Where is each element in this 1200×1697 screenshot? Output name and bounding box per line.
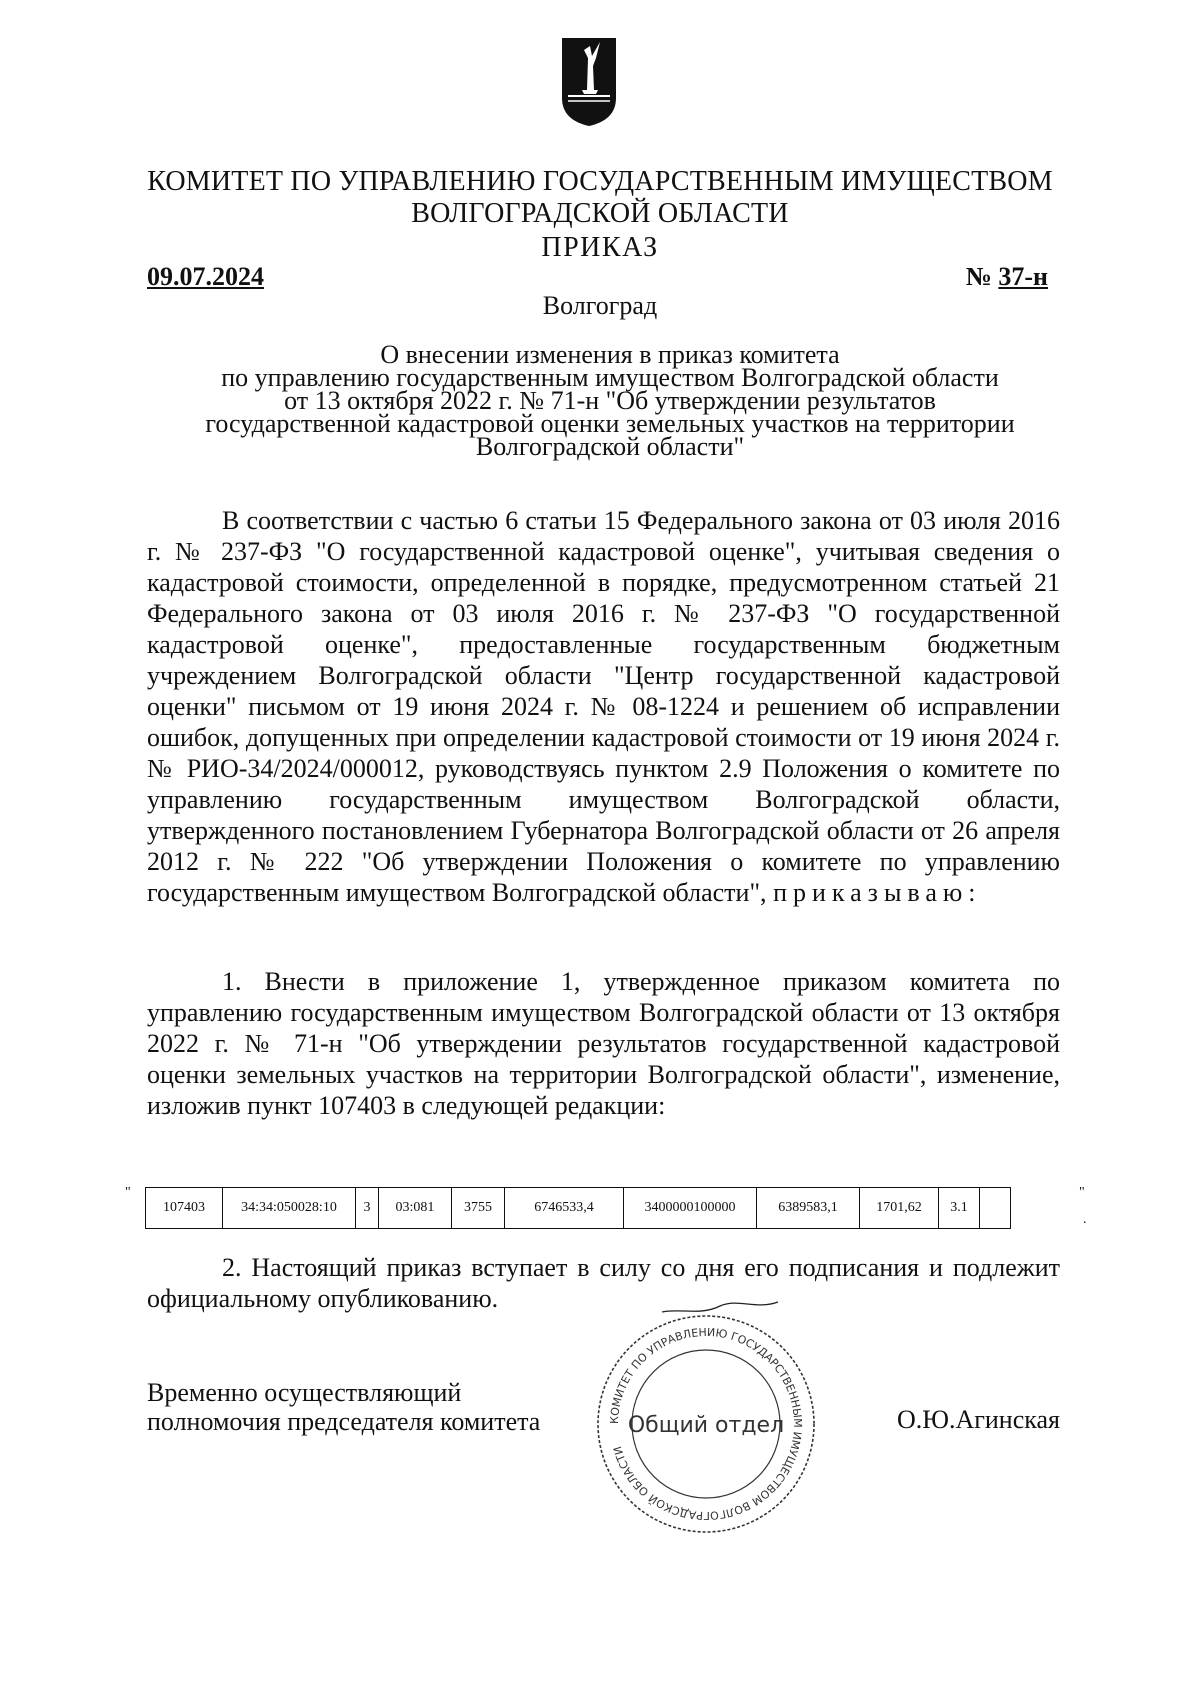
stamp-ring-text: КОМИТЕТ ПО УПРАВЛЕНИЮ ГОСУДАРСТВЕННЫМ ИМУЩЕСТВОМ ВОЛГОГРАДСКОЙ ОБЛАСТИ (607, 1325, 805, 1523)
table-close-quote: " (1079, 1185, 1085, 1200)
signer-position-line2: полномочия председателя комитета (147, 1407, 541, 1436)
title-line: по управлению государственным имуществом Волгоградской области (221, 363, 999, 392)
table-cell: 3.1 (939, 1188, 980, 1229)
table-cell: 3400000100000 (624, 1188, 757, 1229)
table-cell: 3755 (452, 1188, 505, 1229)
table-cell: 3 (356, 1188, 379, 1229)
table-cell (980, 1188, 1011, 1229)
order-date: 09.07.2024 (147, 262, 264, 291)
item-1-paragraph: 1. Внести в приложение 1, утвержденное приказом комитета по управлению государственным имуществом Волгоградской области от 13 октября 2022 г. № 71-н "Об утверждении результатов государственной кадастровой оценки земельных участков на территории Волгоградской области", изменение, изложив пункт 107403 в следующей редакции: (147, 967, 1060, 1120)
table-cell: 6746533,4 (505, 1188, 624, 1229)
item-2-paragraph: 2. Настоящий приказ вступает в силу со дня его подписания и подлежит официальному опубликованию. (147, 1253, 1060, 1313)
table-open-quote: " (125, 1185, 131, 1200)
order-number (966, 262, 1048, 292)
order-number-value: 37-н (998, 262, 1048, 291)
preamble-paragraph (147, 505, 1060, 908)
table-cell: 6389583,1 (757, 1188, 860, 1229)
signer-position-line1: Временно осуществляющий (147, 1378, 462, 1407)
order-number-prefix: № (965, 262, 999, 291)
volgograd-coat-of-arms-icon (560, 36, 618, 128)
order-title (150, 340, 1070, 461)
table-cell: 107403 (146, 1188, 223, 1229)
order-word: приказываю: (773, 878, 982, 907)
committee-name-line1: КОМИТЕТ ПО УПРАВЛЕНИЮ ГОСУДАРСТВЕННЫМ ИМУЩЕСТВОМ (147, 166, 1053, 197)
title-line: О внесении изменения в приказ комитета (380, 340, 840, 369)
cadastral-table (145, 1187, 1011, 1229)
signer-position (147, 1378, 540, 1436)
table-end-mark: . (1083, 1212, 1087, 1227)
committee-name-line2: ВОЛГОГРАДСКОЙ ОБЛАСТИ (411, 198, 789, 229)
table-row (146, 1188, 1011, 1229)
stamp-center-text: Общий отдел (627, 1413, 785, 1438)
table-cell: 03:081 (379, 1188, 452, 1229)
title-line: от 13 октября 2022 г. № 71-н "Об утверждении результатов (284, 386, 936, 415)
official-stamp (592, 1310, 820, 1538)
document-type: ПРИКАЗ (541, 232, 659, 263)
table-cell: 34:34:050028:10 (223, 1188, 356, 1229)
title-line: Волгоградской области" (475, 432, 745, 461)
title-line: государственной кадастровой оценки земельных участков на территории (205, 409, 1015, 438)
table-cell: 1701,62 (860, 1188, 939, 1229)
order-city: Волгоград (542, 291, 658, 320)
preamble-text: В соответствии с частью 6 статьи 15 Федерального закона от 03 июля 2016 г. № 237-ФЗ "О государственной кадастровой оценке", учитывая сведения о кадастровой стоимости, определенной в порядке, предусмотренном статьей 21 Федерального закона от 03 июля 2016 г. № 237-ФЗ "О государственной кадастровой оценке", предоставленные государственным бюджетным учреждением Волгоградской области "Центр государственной кадастровой оценки" письмом от 19 июня 2024 г. № 08-1224 и решением об исправлении ошибок, допущенных при определении кадастровой стоимости от 19 июня 2024 г. № РИО-34/2024/000012, руководствуясь пунктом 2.9 Положения о комитете по управлению государственным имуществом Волгоградской области, утвержденного постановлением Губернатора Волгоградской области от 26 апреля 2012 г. № 222 "Об утверждении Положения о комитете по управлению государственным имуществом Волгоградской области", (147, 506, 1060, 907)
signer-name: О.Ю.Агинская (896, 1405, 1060, 1434)
